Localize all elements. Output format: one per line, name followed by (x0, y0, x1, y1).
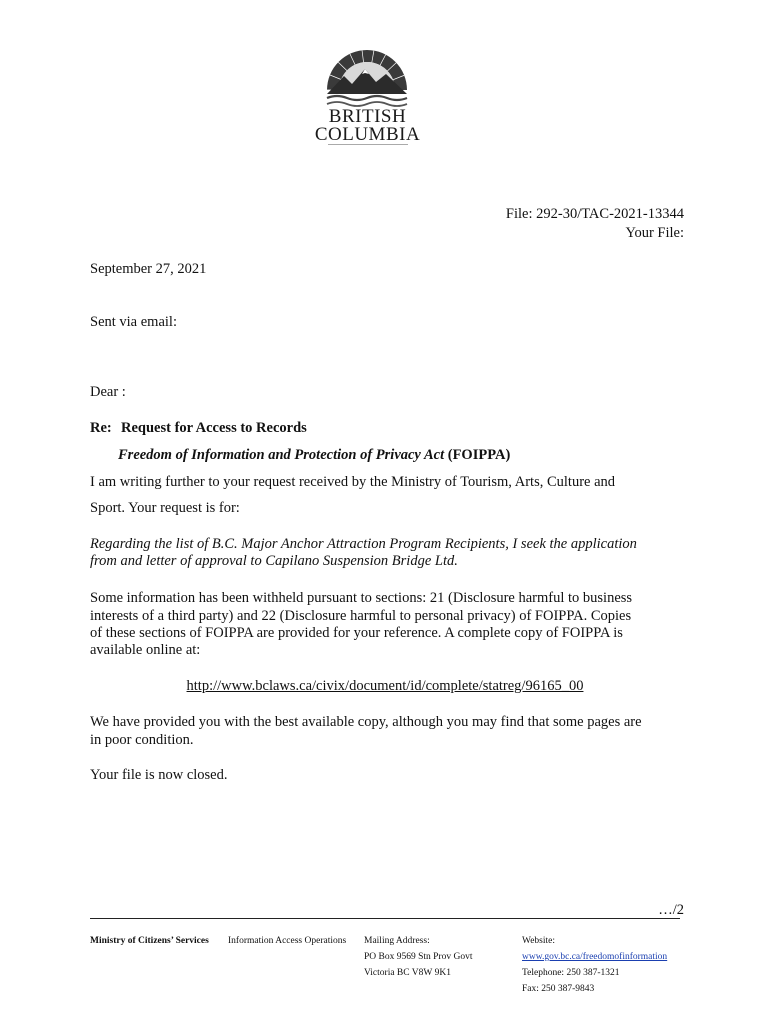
request-text-line-1: Regarding the list of B.C. Major Anchor Attraction Program Recipients, I seek the application (90, 536, 637, 552)
footer-mailing-line-2: Victoria BC V8W 9K1 (364, 968, 451, 978)
foippa-url-link[interactable]: http://www.bclaws.ca/civix/document/id/complete/statreg/96165_00 (186, 678, 584, 694)
body-paragraph-4: Your file is now closed. (90, 767, 228, 783)
salutation: Dear : (90, 384, 126, 400)
logo-underline (328, 144, 408, 145)
request-text-line-2: from and letter of approval to Capilano Suspension Bridge Ltd. (90, 553, 458, 569)
footer-branch: Information Access Operations (228, 936, 347, 946)
body-paragraph-3-line-2: in poor condition. (90, 732, 194, 748)
logo-text-columbia: COLUMBIA (314, 124, 421, 145)
sun-mountain-emblem (310, 44, 425, 114)
body-paragraph-2-line-1: Some information has been withheld pursuant to sections: 21 (Disclosure harmful to business (90, 590, 633, 606)
re-subject: Request for Access to Records (121, 420, 307, 436)
footer-website-link[interactable]: www.gov.bc.ca/freedomofinformation (522, 952, 668, 962)
re-label: Re: (90, 420, 112, 436)
bc-government-logo (310, 44, 425, 149)
your-file-label: Your File: (625, 225, 684, 241)
footer-website-label: Website: (522, 936, 556, 946)
body-paragraph-1-line-1: I am writing further to your request received by the Ministry of Tourism, Arts, Culture and (90, 474, 616, 490)
body-paragraph-2-line-2: interests of a third party) and 22 (Disclosure harmful to personal privacy) of FOIPPA. Copies (90, 608, 632, 624)
act-title (118, 446, 510, 464)
footer-ministry: Ministry of Citizens’ Services (90, 936, 209, 946)
footer-divider (90, 918, 680, 919)
footer-telephone: Telephone: 250 387-1321 (522, 968, 620, 978)
footer-mailing-line-1: PO Box 9569 Stn Prov Govt (364, 952, 473, 962)
letter-date: September 27, 2021 (90, 261, 207, 277)
body-paragraph-2-line-4: available online at: (90, 642, 201, 658)
footer-fax: Fax: 250 387-9843 (522, 984, 595, 994)
body-paragraph-2-line-3: of these sections of FOIPPA are provided for your reference. A complete copy of FOIPPA is (90, 625, 623, 641)
file-number: File: 292-30/TAC-2021-13344 (505, 206, 684, 222)
foippa-url-row (0, 677, 770, 695)
footer-mailing-label: Mailing Address: (364, 936, 430, 946)
body-paragraph-3-line-1: We have provided you with the best available copy, although you may find that some pages are (90, 714, 642, 730)
page-continuation-marker: …/2 (658, 902, 684, 918)
body-paragraph-1-line-2: Sport. Your request is for: (90, 500, 240, 516)
act-name: Freedom of Information and Protection of Privacy Act (118, 447, 445, 463)
act-abbreviation: (FOIPPA) (447, 447, 511, 463)
sent-via-email: Sent via email: (90, 314, 177, 330)
logo-text-british: BRITISH (328, 106, 407, 127)
